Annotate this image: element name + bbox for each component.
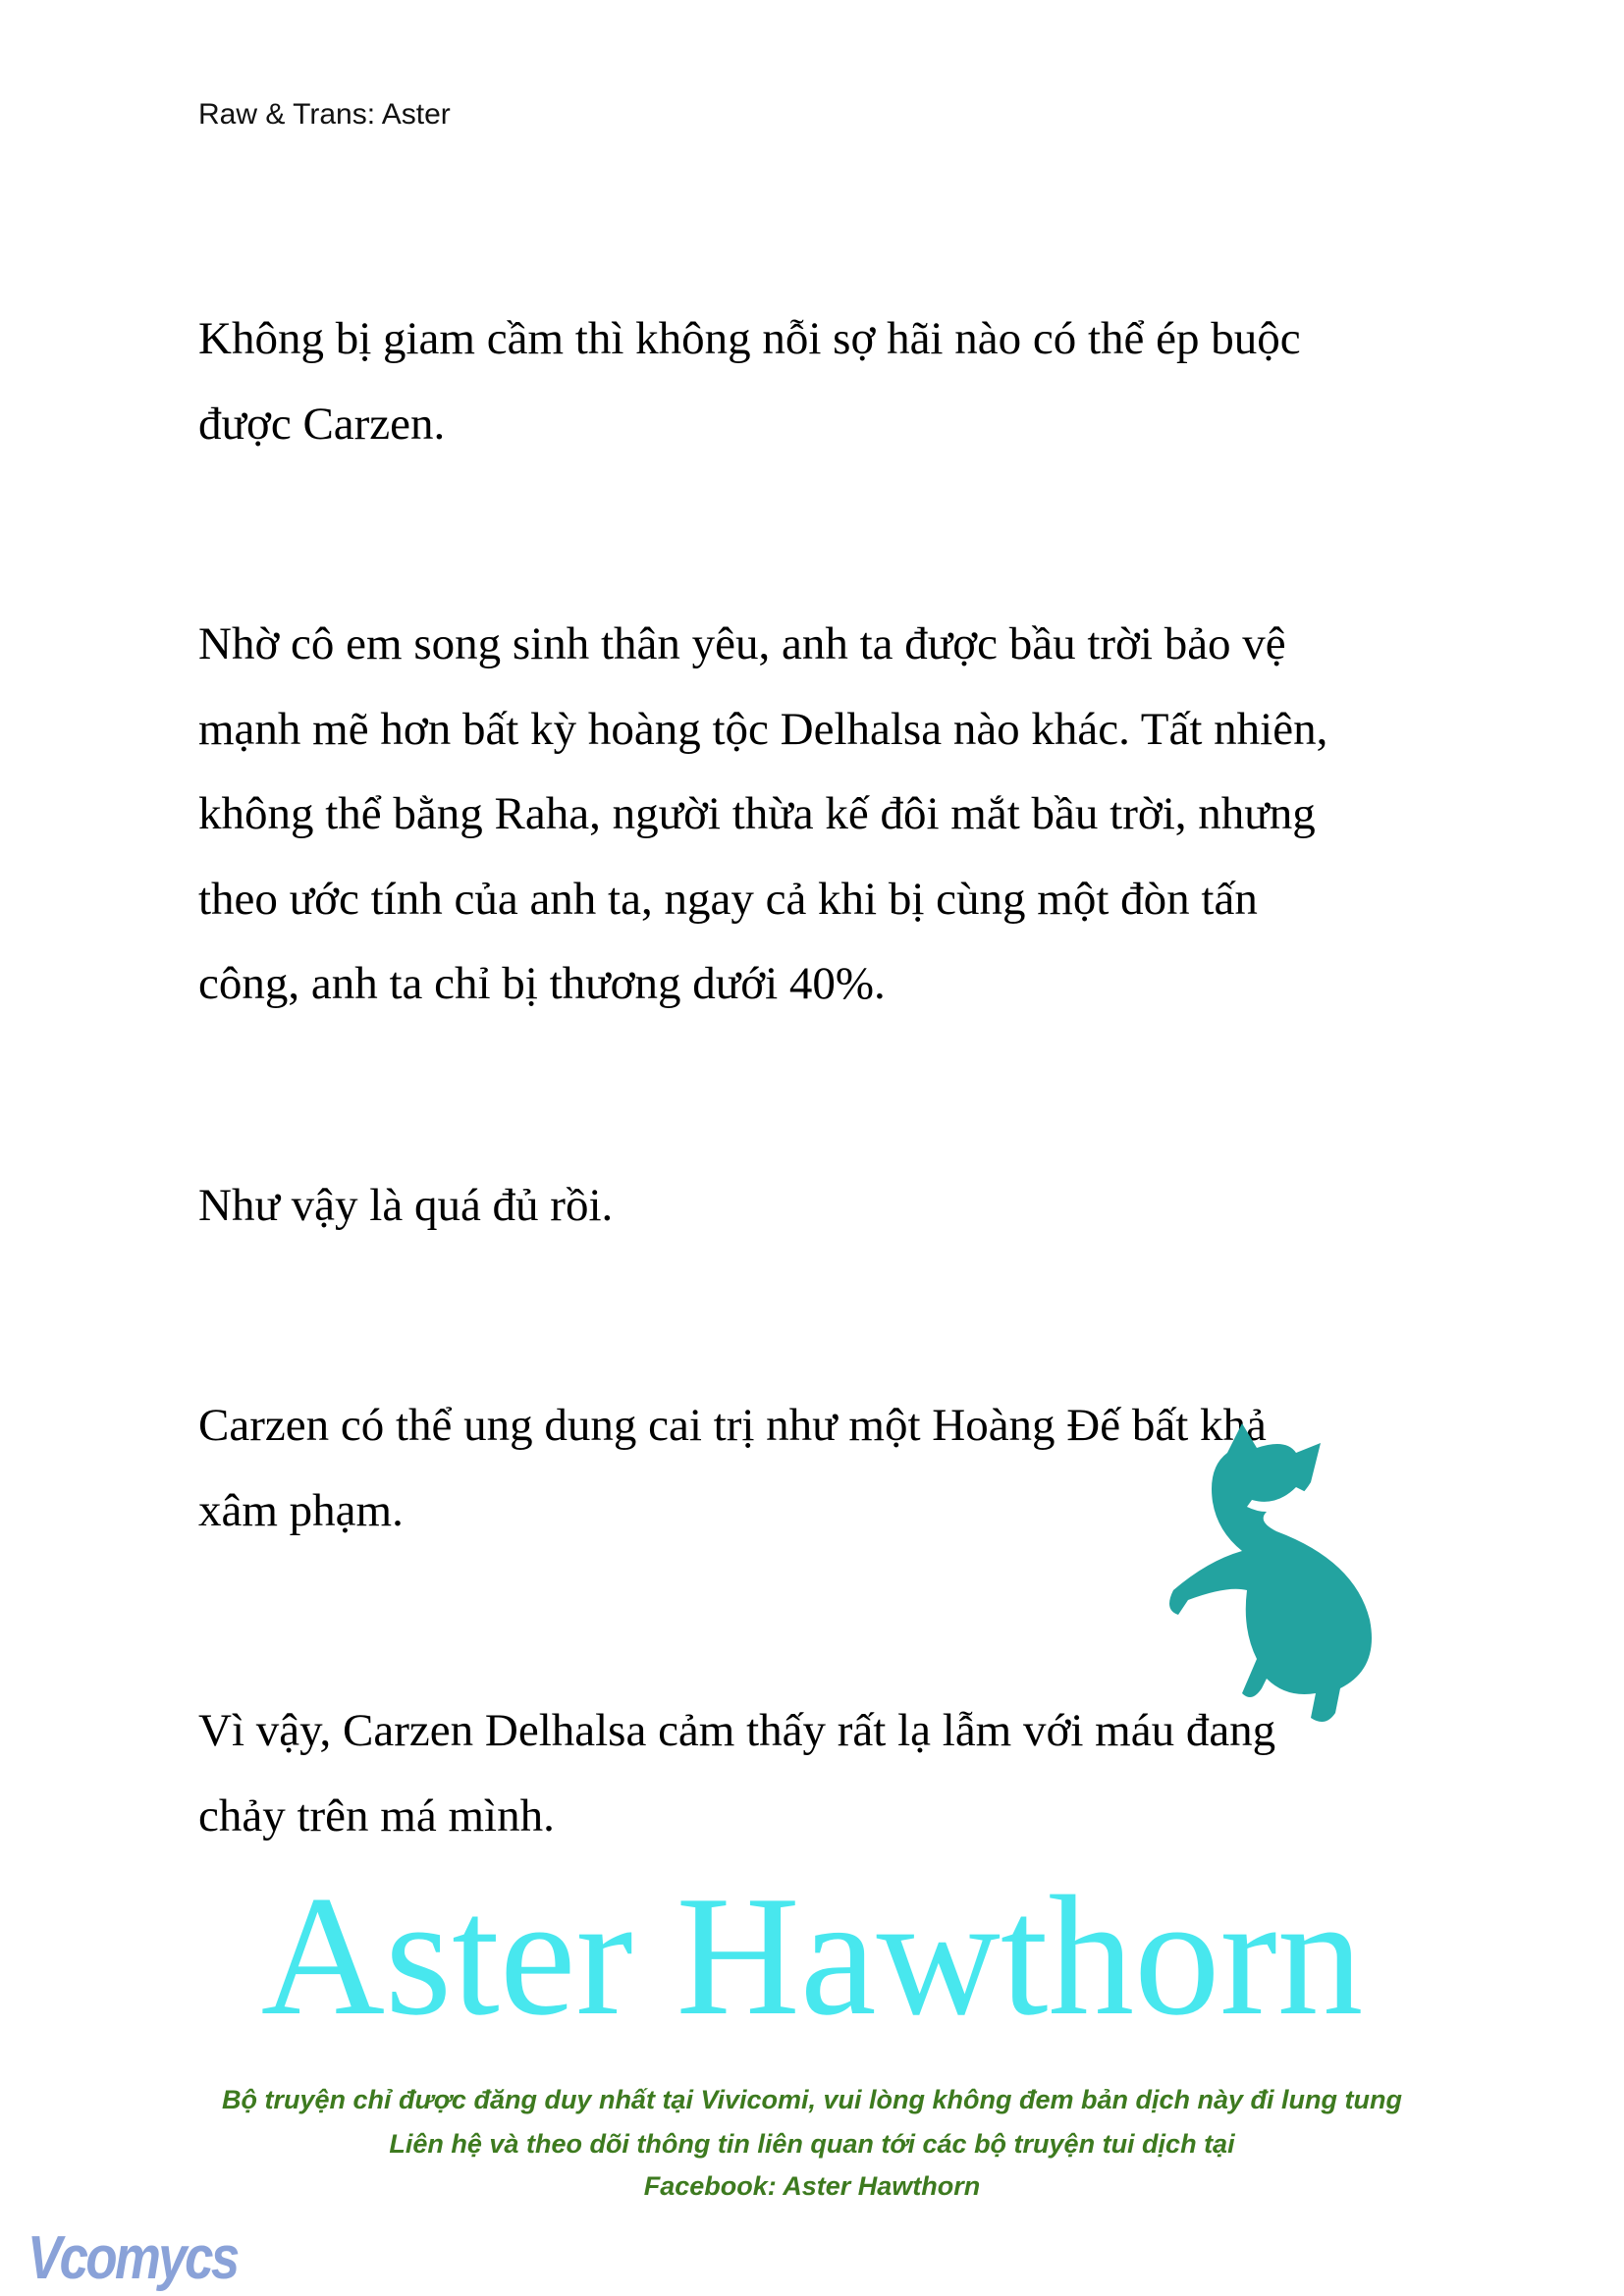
text-line: theo ước tính của anh ta, ngay cả khi bị cùng một đòn tấn [198,874,1258,925]
watermark-text: Aster Hawthorn [260,1860,1364,2051]
footer-contact: Liên hệ và theo dõi thông tin liên quan tới các bộ truyện tui dịch tại [389,2129,1235,2159]
text-line: Như vậy là quá đủ rồi. [198,1180,614,1231]
vcomycs-logo: Vcomycs [27,2224,238,2292]
text-line: chảy trên má mình. [198,1790,555,1842]
text-line: xâm phạm. [198,1485,404,1536]
text-line: không thể bằng Raha, người thừa kế đôi mắt bầu trời, nhưng [198,788,1316,839]
text-line: công, anh ta chỉ bị thương dưới 40%. [198,958,886,1009]
text-line: Carzen có thể ung dung cai trị như một Hoàng Đế bất khả [198,1400,1267,1451]
footer-notice: Bộ truyện chỉ được đăng duy nhất tại Vivicomi, vui lòng không đem bản dịch này đi lung tung [222,2085,1402,2114]
cat-silhouette-icon [1149,1414,1384,1728]
text-line: Vì vậy, Carzen Delhalsa cảm thấy rất lạ lẫm với máu đang [198,1705,1276,1756]
text-line: được Carzen. [198,399,446,450]
text-line: Không bị giam cầm thì không nỗi sợ hãi nào có thể ép buộc [198,313,1301,364]
credit-header: Raw & Trans: Aster [198,98,451,131]
footer-facebook: Facebook: Aster Hawthorn [643,2171,981,2201]
text-line: mạnh mẽ hơn bất kỳ hoàng tộc Delhalsa nào khác. Tất nhiên, [198,704,1328,755]
text-line: Nhờ cô em song sinh thân yêu, anh ta được bầu trời bảo vệ [198,618,1286,669]
